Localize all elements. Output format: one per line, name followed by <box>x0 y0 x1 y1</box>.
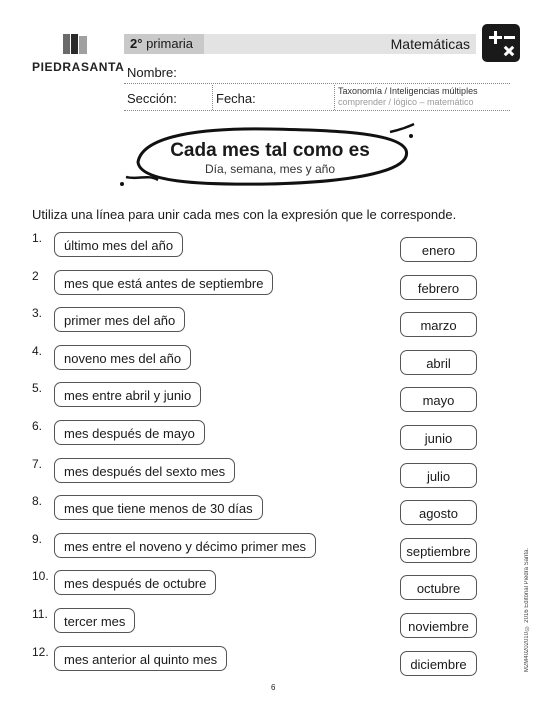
month-box[interactable]: diciembre <box>400 651 477 676</box>
item-number: 1. <box>32 231 43 245</box>
phrase-box[interactable]: mes anterior al quinto mes <box>54 646 227 671</box>
month-box[interactable]: febrero <box>400 275 477 300</box>
name-field-line[interactable] <box>124 83 510 84</box>
month-box[interactable]: marzo <box>400 312 477 337</box>
plus-minus-times-icon <box>482 24 520 62</box>
item-number: 2 <box>32 268 39 283</box>
grade-label <box>124 34 204 54</box>
item-number: 8. <box>32 494 43 509</box>
phrase-box[interactable]: noveno mes del año <box>54 345 191 370</box>
section-label: Sección: <box>127 91 177 106</box>
item-number: 3. <box>32 306 43 321</box>
phrase-box[interactable]: mes entre el noveno y décimo primer mes <box>54 533 316 558</box>
divider <box>334 85 335 110</box>
month-box[interactable]: enero <box>400 237 477 262</box>
month-box[interactable]: agosto <box>400 500 477 525</box>
phrase-box[interactable]: mes que está antes de septiembre <box>54 270 273 295</box>
date-label: Fecha: <box>216 91 256 106</box>
book-logo-icon <box>62 33 88 55</box>
phrase-box[interactable]: tercer mes <box>54 608 135 633</box>
item-number: 4. <box>32 343 43 358</box>
item-number: 9. <box>32 531 43 546</box>
item-number: 5. <box>32 381 43 396</box>
month-box[interactable]: septiembre <box>400 538 477 563</box>
item-number: 7. <box>32 456 43 471</box>
phrase-box[interactable]: mes entre abril y junio <box>54 382 201 407</box>
page-title: Cada mes tal como es <box>170 140 370 161</box>
side-code: M2M40202010 © 2016 Editorial Piedra Santa. <box>524 548 530 673</box>
item-number: 11. <box>32 607 48 621</box>
month-box[interactable]: octubre <box>400 575 477 600</box>
phrase-box[interactable]: último mes del año <box>54 232 183 257</box>
taxonomy-values: comprender / lógico – matemático <box>338 97 474 107</box>
phrase-box[interactable]: mes después de mayo <box>54 420 205 445</box>
item-number: 10. <box>32 569 49 584</box>
grade-text: primaria <box>146 36 194 51</box>
divider <box>212 85 213 110</box>
taxonomy-label: Taxonomía / Inteligencias múltiples <box>338 86 478 96</box>
month-box[interactable]: noviembre <box>400 613 477 638</box>
month-box[interactable]: mayo <box>400 387 477 412</box>
phrase-box[interactable]: mes que tiene menos de 30 días <box>54 495 263 520</box>
item-number: 6. <box>32 419 43 433</box>
phrase-box[interactable]: mes después del sexto mes <box>54 458 235 483</box>
name-label: Nombre: <box>127 65 177 80</box>
month-box[interactable]: abril <box>400 350 477 375</box>
brand-logo-text: PIEDRASANTA <box>32 60 125 74</box>
month-box[interactable]: junio <box>400 425 477 450</box>
phrase-box[interactable]: mes después de octubre <box>54 570 216 595</box>
subject-title: Matemáticas <box>390 36 470 52</box>
month-box[interactable]: julio <box>400 463 477 488</box>
page-number: 6 <box>271 683 276 692</box>
grade-number: 2° <box>130 36 143 51</box>
page-subtitle: Día, semana, mes y año <box>204 162 336 176</box>
phrase-box[interactable]: primer mes del año <box>54 307 185 332</box>
section-field-line <box>124 110 510 111</box>
item-number: 12. <box>32 644 49 659</box>
instruction-text: Utiliza una línea para unir cada mes con la expresión que le corresponde. <box>32 207 457 222</box>
